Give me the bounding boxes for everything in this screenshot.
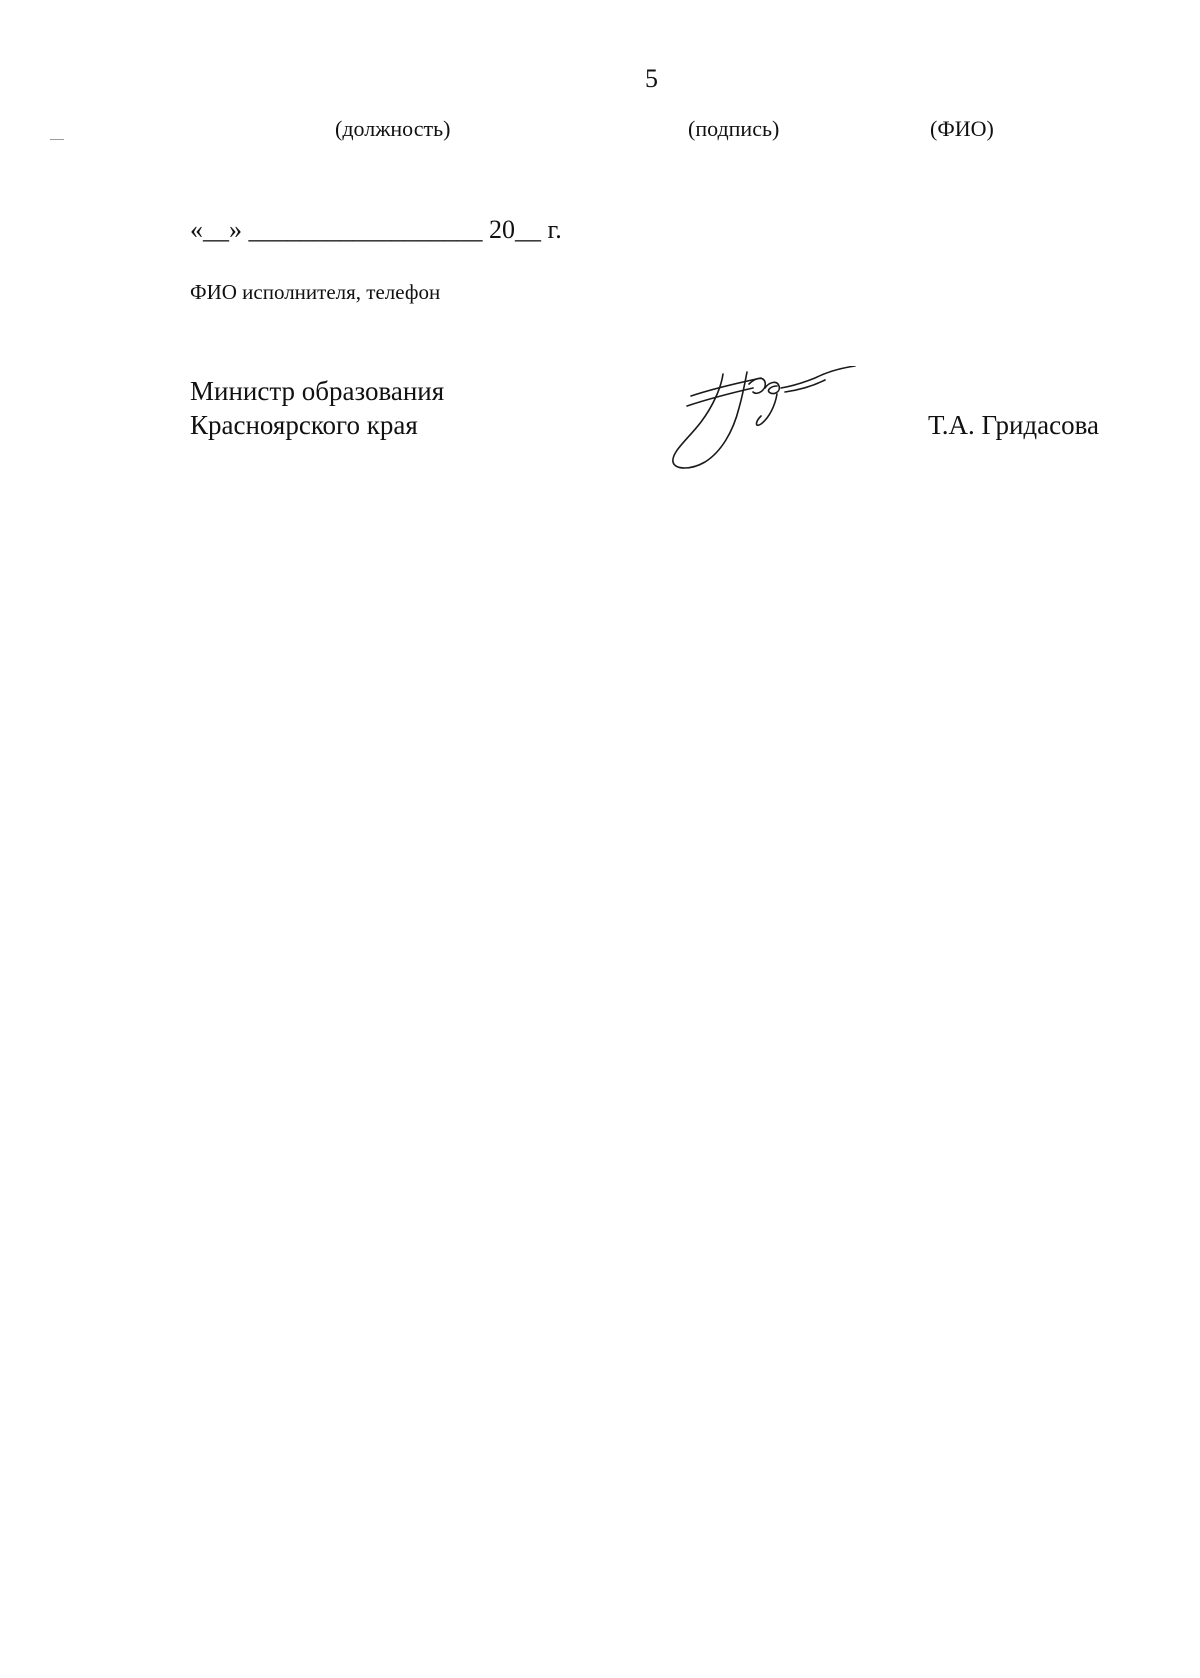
date-line: «__» __________________ 20__ г. (190, 215, 562, 244)
signatory-title (190, 374, 444, 442)
executor-info: ФИО исполнителя, телефон (190, 280, 441, 304)
signatory-name: Т.А. Гридасова (928, 410, 1099, 440)
scan-mark (50, 139, 64, 140)
page-number: 5 (645, 64, 658, 93)
caption-fio: (ФИО) (930, 116, 994, 141)
handwritten-signature-icon (665, 366, 865, 472)
signatory-title-line-1: Министр образования (190, 376, 445, 406)
caption-position: (должность) (335, 116, 451, 141)
caption-signature: (подпись) (688, 116, 780, 141)
signatory-title-line-2: Красноярского края (190, 410, 418, 440)
